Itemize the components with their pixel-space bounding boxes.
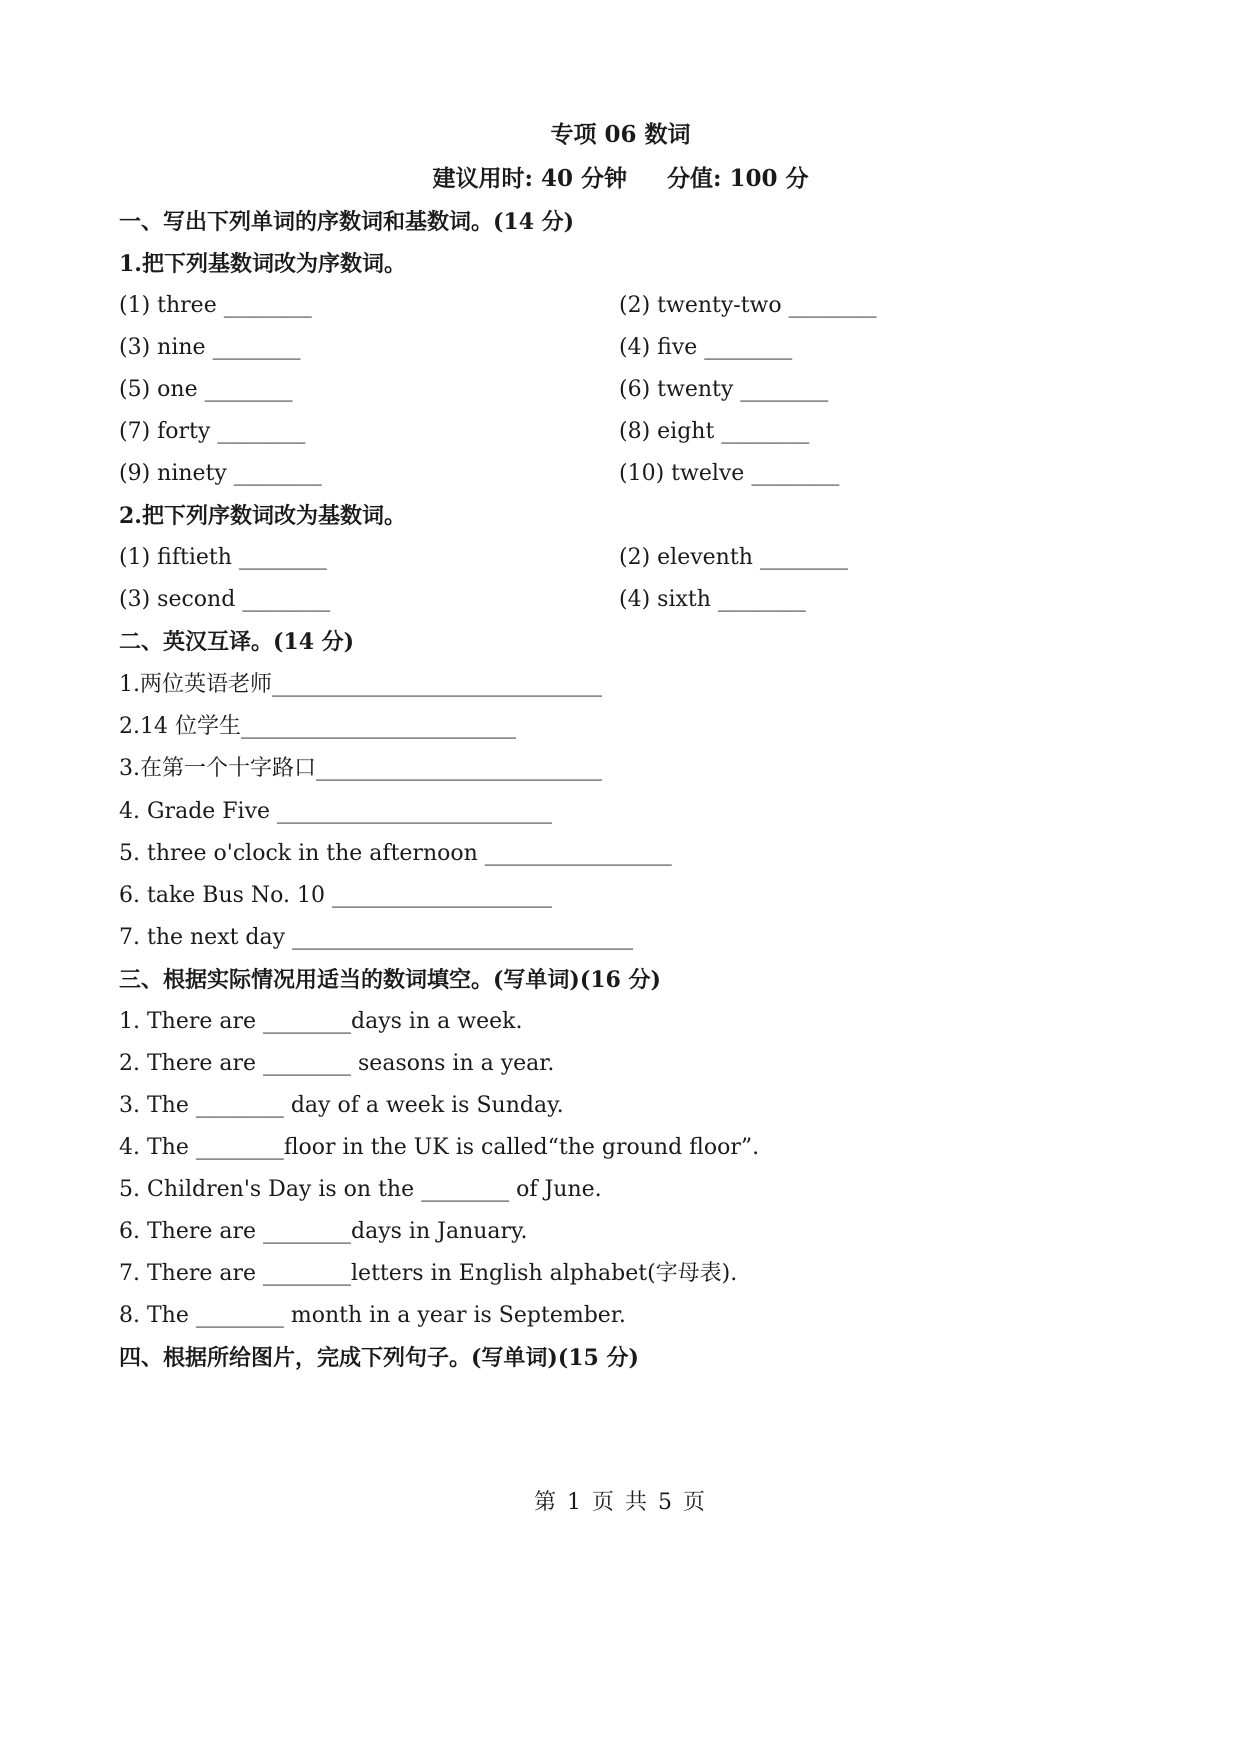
question-item: (1) fiftieth ________	[119, 545, 327, 570]
fill-blank-item: 3. The ________ day of a week is Sunday.	[119, 1093, 564, 1118]
translation-item: 3.在第一个十字路口__________________________	[119, 756, 602, 781]
question-item: (3) nine ________	[119, 335, 301, 360]
fill-blank-item: 1. There are ________days in a week.	[119, 1009, 523, 1034]
section-2-heading: 二、英汉互译。(14 分)	[119, 629, 355, 655]
page-footer: 第 1 页 共 5 页	[534, 1490, 707, 1515]
question-item: (4) sixth ________	[619, 587, 806, 612]
fill-blank-item: 4. The ________floor in the UK is called“the ground floor”.	[119, 1135, 760, 1160]
fill-blank-item: 6. There are ________days in January.	[119, 1219, 528, 1244]
page-title: 专项 06 数词	[550, 121, 691, 148]
part-1-heading: 1.把下列基数词改为序数词。	[119, 251, 406, 277]
section-3-heading: 三、根据实际情况用适当的数词填空。(写单词)(16 分)	[119, 967, 661, 993]
question-item: (9) ninety ________	[119, 461, 322, 486]
part-2-heading: 2.把下列序数词改为基数词。	[119, 503, 406, 529]
translation-item: 4. Grade Five _________________________	[119, 799, 553, 824]
question-item: (1) three ________	[119, 293, 312, 318]
question-item: (7) forty ________	[119, 419, 306, 444]
question-item: (2) eleventh ________	[619, 545, 848, 570]
translation-item: 2.14 位学生_________________________	[119, 714, 516, 739]
question-item: (5) one ________	[119, 377, 293, 402]
translation-item: 1.两位英语老师______________________________	[119, 672, 602, 697]
question-item: (10) twelve ________	[619, 461, 840, 486]
translation-item: 6. take Bus No. 10 ____________________	[119, 883, 552, 908]
translation-item: 7. the next day _______________________________	[119, 925, 634, 950]
section-1-heading: 一、写出下列单词的序数词和基数词。(14 分)	[119, 209, 575, 235]
section-4-heading: 四、根据所给图片，完成下列句子。(写单词)(15 分)	[119, 1345, 639, 1371]
fill-blank-item: 7. There are ________letters in English alphabet(字母表).	[119, 1261, 738, 1286]
time-score-info: 建议用时: 40 分钟 分值: 100 分	[432, 165, 809, 192]
fill-blank-item: 8. The ________ month in a year is September.	[119, 1303, 626, 1328]
question-item: (4) five ________	[619, 335, 793, 360]
question-item: (6) twenty ________	[619, 377, 829, 402]
translation-item: 5. three o'clock in the afternoon _________________	[119, 841, 672, 866]
question-item: (3) second ________	[119, 587, 331, 612]
question-item: (2) twenty-two ________	[619, 293, 877, 318]
fill-blank-item: 2. There are ________ seasons in a year.	[119, 1051, 555, 1076]
fill-blank-item: 5. Children's Day is on the ________ of June.	[119, 1177, 602, 1202]
question-item: (8) eight ________	[619, 419, 810, 444]
